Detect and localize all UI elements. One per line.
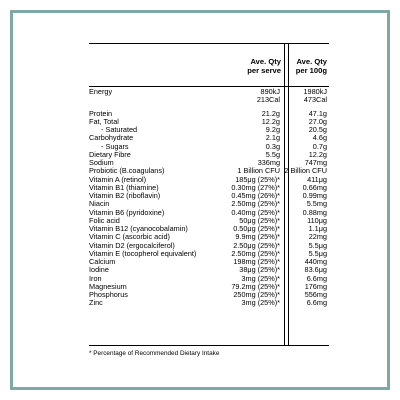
value-per-100g: 411μg (307, 174, 327, 184)
value-per-100g: 556mg (304, 290, 327, 299)
header-per-serve-text: Ave. Qty per serve (247, 57, 281, 75)
nutrient-name: - Sugars (101, 141, 129, 151)
table-row (89, 209, 329, 217)
table-row (89, 151, 329, 159)
nutrient-name: Vitamin C (ascorbic acid) (89, 232, 170, 242)
nutrient-name: Phosphorus (89, 290, 128, 299)
value-per-serve: 0.40mg (25%)* (231, 207, 280, 217)
value-per-serve: 2.50μg (25%)* (233, 240, 280, 250)
value-per-serve: 250mg (25%)* (233, 290, 280, 299)
nutrient-name: Calcium (89, 257, 116, 266)
value-per-100g: 47.1g (308, 108, 327, 118)
nutrient-name: Energy (89, 87, 113, 96)
value-per-serve: 5.5g (265, 149, 280, 159)
value-per-100g: 0.88mg (302, 207, 327, 217)
table-row (89, 250, 329, 258)
value-per-100g: 6.6mg (306, 273, 327, 283)
table-row (89, 291, 329, 299)
value-per-serve: 2.1g (265, 133, 280, 143)
value-per-serve: 1 Billion CFU (237, 166, 280, 176)
header-rule (89, 86, 329, 87)
value-per-100g: 27.0g (308, 116, 327, 126)
nutrient-name: Sodium (89, 158, 114, 167)
value-per-serve: 9.9mg (25%)* (235, 232, 280, 242)
value-per-100g: 5.5mg (306, 199, 327, 209)
nutrient-name: Carbohydrate (89, 133, 134, 143)
header-per-100g (285, 57, 327, 75)
value-per-serve: 50μg (25%)* (239, 215, 280, 225)
nutrient-name: Protein (89, 108, 113, 118)
value-per-serve: 890kJ (260, 87, 280, 96)
nutrient-name: Zinc (89, 298, 103, 308)
nutrient-name: Vitamin B1 (thiamine) (89, 182, 159, 192)
nutrient-name: Probiotic (B.coagulans) (89, 166, 165, 176)
header-per-100g-text: Ave. Qty per 100g (295, 57, 327, 75)
value-per-100g: 0.7g (312, 141, 327, 151)
value-per-100g: 1980kJ (303, 87, 327, 96)
value-per-100g: 0.99mg (302, 191, 327, 200)
image-frame (10, 10, 390, 390)
nutrient-name: Vitamin D2 (ergocalciferol) (89, 240, 175, 250)
value-per-100g: 12.2g (308, 149, 327, 159)
value-per-serve: 21.2g (261, 108, 280, 118)
nutrient-name: Niacin (89, 199, 110, 209)
value-per-100g: 110μg (307, 215, 327, 225)
value-per-serve: 2.50mg (25%)* (231, 248, 280, 258)
value-per-serve: 336mg (257, 158, 280, 167)
table-row (89, 96, 329, 104)
footnote: * Percentage of Recommended Dietary Intake (89, 350, 220, 357)
value-per-100g: 747mg (304, 158, 327, 167)
value-per-serve: 0.3g (265, 141, 280, 151)
value-per-100g: 176mg (304, 281, 327, 291)
value-per-serve: 198mg (25%)* (233, 257, 280, 266)
nutrient-name: Folic acid (89, 215, 120, 225)
value-per-serve: 185μg (25%)* (235, 174, 280, 184)
value-per-serve: 0.50μg (25%)* (233, 224, 280, 233)
value-per-serve: 38μg (25%)* (239, 265, 280, 275)
nutrient-name: Iodine (89, 265, 109, 275)
value-per-serve: 3mg (25%)* (241, 273, 280, 283)
table-top-rule (89, 43, 329, 44)
value-per-100g: 440mg (304, 257, 327, 266)
value-per-serve: 3mg (25%)* (241, 298, 280, 308)
nutrient-name: Fat, Total (89, 116, 119, 126)
value-per-100g: 5.5μg (308, 240, 327, 250)
nutrient-name: Vitamin B6 (pyridoxine) (89, 207, 165, 217)
nutrient-rows (89, 88, 329, 308)
value-per-serve: 213Cal (256, 95, 280, 105)
nutrition-table (89, 43, 329, 345)
table-bottom-rule (89, 345, 329, 346)
value-per-100g: 5.5μg (308, 248, 327, 258)
value-per-serve: 0.45mg (26%)* (231, 191, 280, 200)
table-row (89, 266, 329, 274)
nutrient-name: Vitamin B2 (riboflavin) (89, 191, 161, 200)
value-per-serve: 9.2g (265, 125, 280, 134)
table-row (89, 299, 329, 307)
nutrient-name: Iron (89, 273, 102, 283)
nutrient-name: Vitamin E (tocopherol equivalent) (89, 248, 197, 258)
value-per-100g: 1.1μg (308, 224, 327, 233)
value-per-serve: 0.30mg (27%)* (231, 182, 280, 192)
table-row (89, 192, 329, 200)
value-per-100g: 83.6μg (304, 265, 327, 275)
nutrient-name: Vitamin A (retinol) (89, 174, 147, 184)
table-row (89, 258, 329, 266)
value-per-100g: 20.5g (308, 125, 327, 134)
value-per-serve: 12.2g (261, 116, 280, 126)
value-per-100g: 2 Billion CFU (284, 166, 327, 176)
nutrient-name: Dietary Fibre (89, 149, 131, 159)
nutrient-name: Vitamin B12 (cyanocobalamin) (89, 224, 188, 233)
value-per-100g: 22mg (308, 232, 327, 242)
value-per-serve: 2.50mg (25%)* (231, 199, 280, 209)
nutrition-panel (89, 43, 329, 357)
value-per-100g: 473Cal (303, 95, 327, 105)
nutrient-name: - Saturated (101, 125, 138, 134)
header-per-serve (229, 57, 281, 75)
nutrient-name: Magnesium (89, 281, 127, 291)
value-per-serve: 79.2mg (25%)* (231, 281, 280, 291)
table-row (89, 110, 329, 118)
value-per-100g: 4.6g (312, 133, 327, 143)
value-per-100g: 0.66mg (302, 182, 327, 192)
table-row (89, 88, 329, 96)
value-per-100g: 6.6mg (306, 298, 327, 308)
